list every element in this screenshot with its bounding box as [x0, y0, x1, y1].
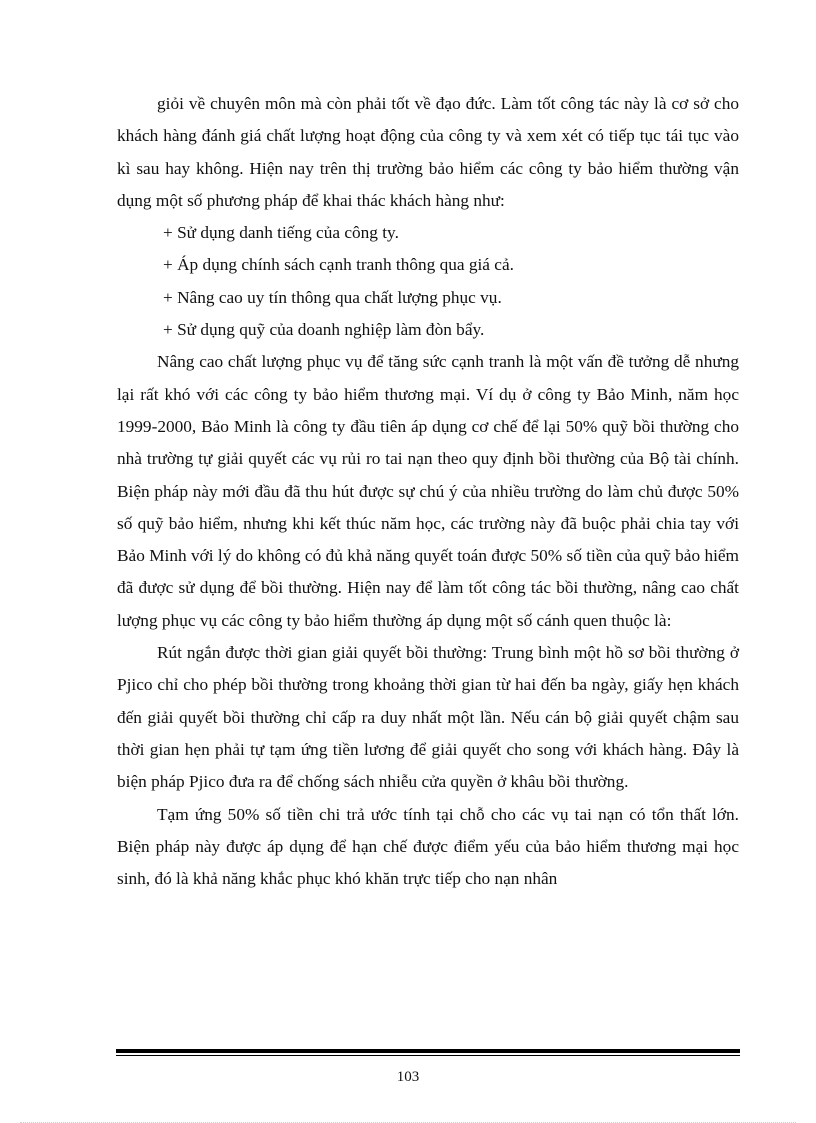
page-number: 103	[396, 1069, 420, 1085]
paragraph-bao-minh-example: Nâng cao chất lượng phục vụ để tăng sức cạnh tranh là một vấn đề tưởng dễ nhưng lại rất khó với các công ty bảo hiểm thương mại. Ví dụ ở công ty Bảo Minh, năm học 1999-2000, Bảo Minh là công ty đầu tiên áp dụng cơ chế để lại 50% quỹ bồi thường cho nhà trường tự giải quyết các vụ rủi ro tai nạn theo quy định bồi thường của Bộ tài chính. Biện pháp này mới đầu đã thu hút được sự chú ý của nhiều trường do làm chủ được 50% số quỹ bảo hiểm, nhưng khi kết thúc năm học, các trường này đã buộc phải chia tay với Bảo Minh với lý do không có đủ khả năng quyết toán được 50% số tiền của quỹ bảo hiểm đã được sử dụng để bồi thường. Hiện nay để làm tốt công tác bồi thường, nâng cao chất lượng phục vụ các công ty bảo hiểm thường áp dụng một số cánh quen thuộc là:	[117, 352, 739, 630]
bullet-item-service-quality: + Nâng cao uy tín thông qua chất lượng phục vụ.	[163, 287, 502, 307]
paragraph-claim-speed: Rút ngắn được thời gian giải quyết bồi thường: Trung bình một hồ sơ bồi thường ở Pjico chỉ cho phép bồi thường trong khoảng thời gian từ hai đến ba ngày, giấy hẹn khách đến giải quyết bồi thường chỉ cấp ra duy nhất một lần. Nếu cán bộ giải quyết chậm sau thời gian hẹn phải tự tạm ứng tiền lương để giải quyết cho song với khách hàng. Đây là biện pháp Pjico đưa ra để chống sách nhiễu cửa quyền ở khâu bồi thường.	[117, 643, 739, 792]
bullet-item-reputation: + Sử dụng danh tiếng của công ty.	[163, 223, 399, 243]
body-text	[117, 88, 739, 895]
bullet-item-fund-leverage: + Sử dụng quỹ của doanh nghiệp làm đòn bẩy.	[163, 320, 485, 340]
footer-rule-thin	[116, 1055, 740, 1056]
paragraph-intro: giỏi về chuyên môn mà còn phải tốt về đạo đức. Làm tốt công tác này là cơ sở cho khách hàng đánh giá chất lượng hoạt động của công ty và xem xét có tiếp tục tái tục vào kì sau hay không. Hiện nay trên thị trường bảo hiểm các công ty bảo hiểm thường vận dụng một số phương pháp để khai thác khách hàng như:	[117, 94, 739, 210]
bullet-item-pricing: + Áp dụng chính sách cạnh tranh thông qua giá cả.	[163, 255, 514, 275]
paragraph-advance-payment: Tạm ứng 50% số tiền chi trả ước tính tại chỗ cho các vụ tai nạn có tổn thất lớn. Biện pháp này được áp dụng để hạn chế được điểm yếu của bảo hiểm thương mại học sinh, đó là khả năng khắc phục khó khăn trực tiếp cho nạn nhân	[117, 804, 739, 889]
footer-rule-thick	[116, 1049, 740, 1053]
